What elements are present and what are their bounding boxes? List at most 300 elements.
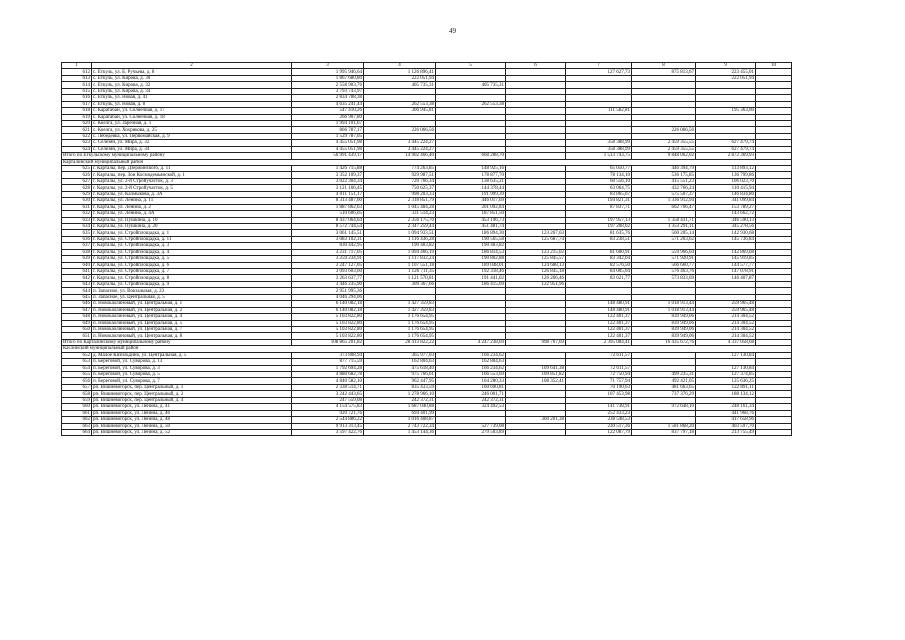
amount-cell: 405 735,31 [436, 82, 506, 88]
amount-cell: 3 445 224,27 [364, 146, 436, 152]
amount-cell: 248 161,34 [696, 404, 756, 410]
amount-cell: 403 597,70 [696, 423, 756, 429]
amount-cell: 122 891,11 [696, 384, 756, 390]
row-number: 662 [62, 417, 92, 423]
amount-cell: 499 235,31 [632, 372, 696, 378]
amount-cell: 737 376,29 [632, 391, 696, 397]
row-number: 656 [62, 378, 92, 384]
row-number: 613 [62, 75, 92, 81]
amount-cell: 2 558 903,76 [292, 82, 364, 88]
amount-cell: 1 427 359,83 [364, 301, 436, 307]
amount-cell: 72 611,57 [566, 352, 632, 358]
row-number: 615 [62, 88, 92, 94]
row-number: 641 [62, 269, 92, 275]
total-cell: 4 337 058,68 [696, 339, 756, 345]
row-number: 645 [62, 294, 92, 300]
amount-cell: 4 880 682,78 [292, 372, 364, 378]
row-number: 642 [62, 275, 92, 281]
amount-cell: 341 099,84 [696, 198, 756, 204]
amount-cell: 164 280,33 [436, 378, 506, 384]
address-cell: г. Карталы, ул. 2-й Стройучасток, д. 3 [92, 178, 292, 184]
amount-cell: 190 483,82 [436, 243, 506, 249]
amount-cell: 1 121 570,81 [364, 275, 436, 281]
amount-cell: 405 735,31 [364, 82, 436, 88]
amount-cell: 87 837,71 [566, 204, 632, 210]
amount-cell: 331 514,23 [364, 211, 436, 217]
row-number: 628 [62, 185, 92, 191]
address-cell: п. Новокаолиновый, ул. Центральная, д. 5 [92, 320, 292, 326]
column-number: 6 [506, 63, 566, 69]
row-number: 661 [62, 410, 92, 416]
amount-cell: 226 066,56 [632, 127, 696, 133]
row-number: 640 [62, 262, 92, 268]
total-cell: 14 902 466,40 [364, 153, 436, 159]
amount-cell: 8 437 064,64 [292, 217, 364, 223]
address-cell: п. Береговой, ул. Суворова, д. 3 [92, 365, 292, 371]
address-cell: г. Карталы, ул. Пушкина, д. 20 [92, 223, 292, 229]
address-cell: с. Каратабан, ул. Солнечная, д. 17 [92, 108, 292, 114]
amount-cell: 2 459 355,55 [632, 146, 696, 152]
amount-cell: 147 078,91 [696, 269, 756, 275]
amount-cell: 83 865,67 [566, 191, 632, 197]
amount-cell: 1 687 040,88 [364, 404, 436, 410]
amount-cell: 571 920,91 [632, 256, 696, 262]
amount-cell: 373 808,94 [292, 352, 364, 358]
amount-cell: 190 565,58 [436, 236, 506, 242]
address-cell: с. Селезян, ул. Мира, д. 32 [92, 140, 292, 146]
row-number: 637 [62, 243, 92, 249]
amount-cell: 1 045 484,28 [364, 204, 436, 210]
amount-cell: 78 134,10 [566, 172, 632, 178]
amount-cell: 1 353 291,11 [632, 223, 696, 229]
amount-cell: 877 715,59 [292, 359, 364, 365]
table-row [62, 314, 792, 320]
amount-cell: 246 001,71 [436, 391, 506, 397]
column-number: 2 [92, 63, 292, 69]
amount-cell: 83 342,04 [566, 256, 632, 262]
amount-cell: 138 635,21 [436, 178, 506, 184]
amount-cell: 223 455,01 [696, 69, 756, 75]
register-table [61, 62, 792, 436]
address-cell: рп. Вишневогорск, пер. Центральный, д. 2 [92, 391, 292, 397]
amount-cell: 191 441,02 [436, 275, 506, 281]
amount-cell: 1 117 832,24 [364, 256, 436, 262]
amount-cell: 694 401,99 [364, 410, 436, 416]
address-cell: п. Новокаолиновый, ул. Центральная, д. 4 [92, 314, 292, 320]
total-cell: 1 513 743,75 [566, 153, 632, 159]
amount-cell: 5 103 822,80 [292, 333, 364, 339]
address-cell: с. Коелга, ул. Хохрякова, д. 25 [92, 127, 292, 133]
amount-cell: 124 688,13 [506, 262, 566, 268]
amount-cell: 197 957,13 [566, 217, 632, 223]
amount-cell: 3 352 109,37 [292, 172, 364, 178]
amount-cell: 266 907,80 [292, 114, 364, 120]
amount-cell: 5 103 822,80 [292, 314, 364, 320]
amount-cell: 566 660,77 [632, 262, 696, 268]
amount-cell: 189 048,01 [436, 262, 506, 268]
address-cell: п. Запасное, ул. Центральная, д. 5 [92, 294, 292, 300]
amount-cell: 602 766,47 [632, 204, 696, 210]
row-number: 626 [62, 172, 92, 178]
column-number: 10 [756, 63, 792, 69]
total-cell: 56 991 439,17 [292, 153, 364, 159]
amount-cell: 1 018 913,44 [632, 301, 696, 307]
amount-cell: 1 176 654,95 [364, 333, 436, 339]
amount-cell: 60 556,10 [566, 178, 632, 184]
row-number: 649 [62, 320, 92, 326]
row-number: 648 [62, 314, 92, 320]
amount-cell: 875 813,67 [632, 69, 696, 75]
amount-cell: 774 263,85 [364, 166, 436, 172]
amount-cell: 188 134,12 [696, 391, 756, 397]
address-cell: п. Запасное, ул. Вокзальная, д. 23 [92, 288, 292, 294]
column-number: 8 [632, 63, 696, 69]
amount-cell: 1 453 144,36 [364, 429, 436, 435]
amount-cell: 125 845,57 [506, 256, 566, 262]
address-cell: с. Еткуль, ул. Кирова, д. 34 [92, 88, 292, 94]
address-cell: п. Новокаолиновый, ул. Центральная, д. 2 [92, 307, 292, 313]
row-number: 651 [62, 333, 92, 339]
amount-cell: 214 304,52 [696, 326, 756, 332]
amount-cell: 365 977,03 [364, 352, 436, 358]
address-cell: г. Карталы, ул. Стройплощадка, д. 4 [92, 249, 292, 255]
amount-cell: 3 242 443,65 [292, 391, 364, 397]
row-number: 652 [62, 352, 92, 358]
address-cell: г. Карталы, ул. 2-й Стройучасток, д. 5 [92, 185, 292, 191]
address-cell: г. Карталы, ул. Стройплощадка, д. 7 [92, 269, 292, 275]
amount-cell: 1 427 359,83 [364, 307, 436, 313]
amount-cell: 108 352,41 [506, 378, 566, 384]
amount-cell: 1 116 436,28 [364, 236, 436, 242]
amount-cell: 5 103 822,80 [292, 326, 364, 332]
amount-cell: 127 627,73 [566, 69, 632, 75]
amount-cell: 510 606,05 [292, 211, 364, 217]
amount-cell: 576 463,76 [632, 269, 696, 275]
amount-cell: 1 176 654,95 [364, 326, 436, 332]
address-cell: г. Карталы, пер. Дзержинского, д. 11 [92, 166, 292, 172]
amount-cell: 187 851,50 [436, 211, 506, 217]
amount-cell: 1 094 933,51 [364, 230, 436, 236]
row-number: 660 [62, 404, 92, 410]
amount-cell: 82 576,50 [566, 262, 632, 268]
amount-cell: 190 802,88 [436, 256, 506, 262]
amount-cell: 1 176 654,95 [364, 314, 436, 320]
amount-cell: 197 208,02 [566, 223, 632, 229]
amount-cell: 3 121 166,45 [292, 185, 364, 191]
column-number: 7 [566, 63, 632, 69]
row-number: 631 [62, 204, 92, 210]
address-cell: п. Новокаолиновый, ул. Центральная, д. 1 [92, 301, 292, 307]
amount-cell: 3 259 234,91 [292, 256, 364, 262]
amount-cell: 536 175,85 [632, 172, 696, 178]
row-number: 647 [62, 307, 92, 313]
table-row [62, 172, 792, 178]
amount-cell: 143 662,72 [696, 211, 756, 217]
address-cell: п. Новокаолиновый, ул. Центральная, д. 8 [92, 333, 292, 339]
address-cell: г. Карталы, ул. Стройплощадка, д. 3 [92, 243, 292, 249]
row-number: 657 [62, 384, 92, 390]
total-label: Итого по Еткульскому муниципальному району [62, 153, 292, 159]
amount-cell: 4 455 051,98 [292, 140, 364, 146]
amount-cell: 122 401,37 [566, 320, 632, 326]
amount-cell: 920 721,76 [292, 410, 364, 416]
amount-cell: 144 378,44 [436, 185, 506, 191]
row-number: 621 [62, 127, 92, 133]
amount-cell: 148 925,16 [436, 166, 506, 172]
amount-cell: 1 278 966,10 [364, 391, 436, 397]
address-cell: рп. Вишневогорск, пер. Центральный, д. 4 [92, 397, 292, 403]
address-cell: рп. Вишневогорск, ул. Ленина, д. 52 [92, 429, 292, 435]
amount-cell: 3 093 603,60 [292, 269, 364, 275]
amount-cell: 214 304,52 [696, 314, 756, 320]
amount-cell: 306 945,81 [364, 108, 436, 114]
amount-cell: 144 577,77 [696, 262, 756, 268]
row-number: 663 [62, 423, 92, 429]
amount-cell: 81 635,76 [566, 230, 632, 236]
address-cell: с. Лебедевка, ул. Первомайская, д. 9 [92, 133, 292, 139]
table-row [62, 333, 792, 339]
table-row [62, 429, 792, 435]
row-number: 639 [62, 256, 92, 262]
amount-cell: 262 553,38 [436, 101, 506, 107]
amount-cell: 127 130,84 [696, 365, 756, 371]
row-number: 630 [62, 198, 92, 204]
table-row [62, 391, 792, 397]
address-cell: с. Еткуль, ул. Новая, д. 8 [92, 101, 292, 107]
row-number: 634 [62, 223, 92, 229]
column-number: 9 [696, 63, 756, 69]
address-cell: г. Карталы, ул. Стройплощадка, д. 11 [92, 236, 292, 242]
amount-cell: 3 263 637,77 [292, 275, 364, 281]
amount-cell: 4 046 294,06 [292, 294, 364, 300]
amount-cell: 195 363,00 [696, 108, 756, 114]
amount-cell: 63 064,75 [566, 185, 632, 191]
amount-cell: 451 481,74 [436, 223, 506, 229]
amount-cell: 2 544 886,22 [292, 417, 364, 423]
amount-cell: 6 140 082,18 [292, 307, 364, 313]
amount-cell: 127 130,84 [696, 352, 756, 358]
row-number: 635 [62, 230, 92, 236]
amount-cell: 123 267,63 [506, 230, 566, 236]
amount-cell: 2 318 851,79 [364, 198, 436, 204]
amount-cell: 3 446 235,90 [292, 281, 364, 287]
amount-cell: 126 266,46 [506, 275, 566, 281]
amount-cell: 238 548,53 [566, 417, 632, 423]
amount-cell: 324 492,53 [436, 404, 506, 410]
amount-cell [506, 429, 566, 435]
amount-cell: 627 479,74 [696, 140, 756, 146]
amount-cell: 839 949,06 [632, 326, 696, 332]
amount-cell: 2 743 722,34 [364, 423, 436, 429]
amount-cell: 222 051,94 [696, 75, 756, 81]
amount-cell: 107 453,98 [566, 391, 632, 397]
amount-cell: 8 572 744,54 [292, 223, 364, 229]
amount-cell: 835 433,59 [364, 384, 436, 390]
amount-cell: 160 690,81 [436, 384, 506, 390]
address-cell: с. Селезян, ул. Мира, д. 34 [92, 146, 292, 152]
amount-cell: 72 611,57 [566, 365, 632, 371]
row-number: 632 [62, 211, 92, 217]
total-cell: 998 767,69 [506, 339, 566, 345]
amount-cell: 148 480,91 [566, 307, 632, 313]
address-cell: с. Еткуль, ул. Кирова, д. 30 [92, 75, 292, 81]
address-cell: рп. Вишневогорск, ул. Ленина, д. 46 [92, 410, 292, 416]
amount-cell: 166 234,62 [436, 365, 506, 371]
table-row [62, 185, 792, 191]
row-number: 614 [62, 82, 92, 88]
amount-cell: 259 965,48 [696, 301, 756, 307]
address-cell: г. Карталы, пер. Зои Космодемьянской, д. 1 [92, 172, 292, 178]
amount-cell: 83 238,51 [566, 236, 632, 242]
row-number: 646 [62, 301, 92, 307]
amount-cell: 141 738,91 [566, 404, 632, 410]
amount-cell: 4 154 575,83 [292, 404, 364, 410]
amount-cell: 3 445 224,27 [364, 140, 436, 146]
table-row [62, 178, 792, 184]
total-cell: 668 288,70 [436, 153, 506, 159]
amount-cell: 358 388,99 [566, 140, 632, 146]
row-number: 617 [62, 101, 92, 107]
amount-cell: 125 636,25 [696, 378, 756, 384]
amount-cell: 113 893,12 [696, 166, 756, 172]
amount-cell: 547 410,26 [292, 108, 364, 114]
amount-cell: 998 203,33 [364, 191, 436, 197]
amount-cell: 127 374,85 [696, 372, 756, 378]
amount-cell: 1 887 862,63 [292, 204, 364, 210]
total-cell: 16 435 672,76 [632, 339, 696, 345]
table-row [62, 384, 792, 390]
amount-cell: 837 797,18 [632, 429, 696, 435]
row-number: 654 [62, 365, 92, 371]
amount-cell: 201 092,84 [436, 204, 506, 210]
amount-cell: 148 480,91 [566, 301, 632, 307]
amount-cell: 262 553,38 [364, 101, 436, 107]
row-number: 618 [62, 108, 92, 114]
amount-cell: 3 597 422,76 [292, 429, 364, 435]
amount-cell: 122 401,37 [566, 314, 632, 320]
address-cell: рп. Вишневогорск, ул. Ленина, д. 50 [92, 423, 292, 429]
amount-cell: 1 792 694,28 [292, 365, 364, 371]
row-number: 629 [62, 191, 92, 197]
row-number: 612 [62, 69, 92, 75]
amount-cell: 70 190,03 [566, 384, 632, 390]
address-cell: рп. Вишневогорск, ул. Ленина, д. 48 [92, 417, 292, 423]
amount-cell: 106 023,70 [696, 178, 756, 184]
total-cell: 108 865 201,82 [292, 339, 364, 345]
total-label: Итого по Карталинскому муниципальному району [62, 339, 292, 345]
row-number: 643 [62, 281, 92, 287]
amount-cell: 4 011 151,17 [292, 191, 364, 197]
amount-cell: 972 648,10 [632, 404, 696, 410]
amount-cell: 194 821,31 [566, 198, 632, 204]
amount-cell: 122 087,79 [566, 429, 632, 435]
amount-cell: 360 201,38 [506, 417, 566, 423]
row-number: 622 [62, 133, 92, 139]
amount-cell: 145 919,85 [696, 256, 756, 262]
amount-cell: 345 278,56 [696, 223, 756, 229]
amount-cell: 214 304,52 [696, 320, 756, 326]
amount-cell: 190 483,82 [364, 243, 436, 249]
amount-cell: 575 507,37 [632, 191, 696, 197]
total-cell: 4 247 238,69 [436, 339, 506, 345]
total-cell: 2 395 084,41 [566, 339, 632, 345]
amount-cell: 573 833,69 [632, 275, 696, 281]
amount-cell: 3 231 717,05 [292, 249, 364, 255]
row-number: 627 [62, 178, 92, 184]
amount-cell: 110 415,94 [696, 185, 756, 191]
amount-cell: 123 215,02 [506, 249, 566, 255]
row-number: 644 [62, 288, 92, 294]
amount-cell: 571 203,62 [632, 236, 696, 242]
amount-cell: 111 582,81 [566, 108, 632, 114]
amount-cell: 3 061 145,51 [292, 230, 364, 236]
section-title: Каслинский муниципальный район [62, 346, 792, 352]
amount-cell: 1 995 946,64 [292, 69, 364, 75]
column-number: 5 [436, 63, 506, 69]
row-number: 638 [62, 249, 92, 255]
amount-cell: 446 017,69 [436, 198, 506, 204]
section-title: Карталинский муниципальный район [62, 159, 792, 165]
amount-cell: 83 621,77 [566, 275, 632, 281]
amount-cell: 81 600,91 [566, 249, 632, 255]
amount-cell: 5 103 822,80 [292, 320, 364, 326]
amount-cell: 2 347 259,44 [364, 223, 436, 229]
amount-cell: 1 126 896,41 [364, 69, 436, 75]
amount-cell: 145 736,84 [696, 236, 756, 242]
amount-cell: 627 479,74 [696, 146, 756, 152]
amount-cell: 560 205,14 [632, 230, 696, 236]
row-number: 653 [62, 359, 92, 365]
amount-cell: 417 658,96 [696, 417, 756, 423]
amount-cell: 162 804,63 [364, 359, 436, 365]
row-number: 636 [62, 236, 92, 242]
row-number: 659 [62, 397, 92, 403]
amount-cell: 481 663,65 [632, 384, 696, 390]
amount-cell: 962 447,95 [364, 378, 436, 384]
amount-cell: 453 196,73 [436, 217, 506, 223]
amount-cell: 1 529 787,05 [292, 133, 364, 139]
table-body [62, 63, 792, 436]
amount-cell: 309 367,66 [364, 281, 436, 287]
amount-cell: 346 590,13 [696, 217, 756, 223]
total-cell: 28 413 822,22 [364, 339, 436, 345]
amount-cell: 3 793 743,97 [292, 88, 364, 94]
amount-cell: 559 966,04 [632, 249, 696, 255]
amount-cell: 3 247 127,05 [292, 262, 364, 268]
address-cell: с. Каратабан, ул. Солнечная, д. 18 [92, 114, 292, 120]
amount-cell: 252 433,23 [566, 410, 632, 416]
amount-cell: 975 766,61 [364, 372, 436, 378]
address-cell: п. Береговой, ул. Суворова, д. 7 [92, 378, 292, 384]
amount-cell: 1 994 101,67 [292, 120, 364, 126]
row-number: 633 [62, 217, 92, 223]
address-cell: г. Карталы, ул. Стройплощадка, д. 9 [92, 281, 292, 287]
address-cell: п. Новокаолиновый, ул. Центральная, д. 7 [92, 326, 292, 332]
amount-cell: 142 869,68 [696, 249, 756, 255]
amount-cell: 1 581 868,20 [632, 423, 696, 429]
amount-cell: 415 551,23 [632, 178, 696, 184]
amount-cell: 279 503,89 [436, 429, 506, 435]
amount-cell: 186 415,69 [436, 281, 506, 287]
amount-cell: 6 140 082,18 [292, 301, 364, 307]
address-cell: г. Карталы, ул. Ленина, д. 11 [92, 198, 292, 204]
amount-cell: 230 517,36 [566, 423, 632, 429]
table-row [62, 320, 792, 326]
address-cell: с. Еткуль, ул. Новая, д. 41 [92, 95, 292, 101]
row-number: 650 [62, 326, 92, 332]
address-cell: г. Карталы, ул. Стройплощадка, д. 8 [92, 275, 292, 281]
row-number: 625 [62, 166, 92, 172]
